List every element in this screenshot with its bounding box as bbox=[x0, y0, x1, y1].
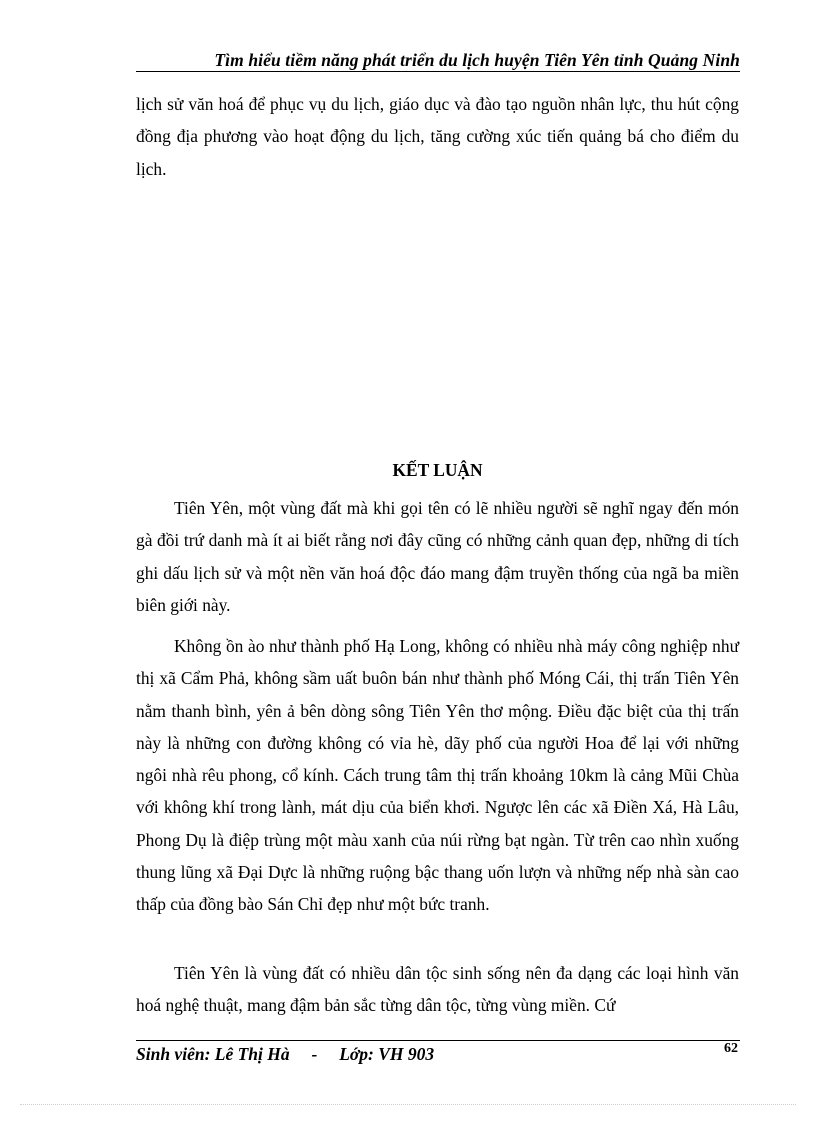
footer-student-info bbox=[136, 1044, 434, 1065]
running-header-title: Tìm hiểu tiềm năng phát triển du lịch huyện Tiên Yên tỉnh Quảng Ninh bbox=[214, 50, 740, 70]
body-paragraph-2: Không ồn ào như thành phố Hạ Long, không có nhiều nhà máy công nghiệp như thị xã Cẩm Phả, không sầm uất buôn bán như thành phố Móng Cái, thị trấn Tiên Yên nằm thanh bình, yên ả bên dòng sông Tiên Yên thơ mộng. Điều đặc biệt của thị trấn này là những con đường không có vỉa hè, dãy phố của người Hoa để lại với những ngôi nhà rêu phong, cổ kính. Cách trung tâm thị trấn khoảng 10km là cảng Mũi Chùa với không khí trong lành, mát dịu của biển khơi. Ngược lên các xã Điền Xá, Hà Lâu, Phong Dụ là điệp trùng một màu xanh của núi rừng bạt ngàn. Từ trên cao nhìn xuống thung lũng xã Đại Dực là những ruộng bậc thang uốn lượn và những nếp nhà sàn cao thấp của đồng bào Sán Chỉ đẹp như một bức tranh. bbox=[136, 636, 739, 915]
page-bottom-dotted-edge bbox=[20, 1104, 796, 1105]
footer-class-label: Lớp: VH 903 bbox=[339, 1044, 435, 1064]
footer-separator: - bbox=[311, 1044, 318, 1064]
body-paragraph-1: Tiên Yên, một vùng đất mà khi gọi tên có lẽ nhiều người sẽ nghĩ ngay đến món gà đồi trứ danh mà ít ai biết rằng nơi đây cũng có những cảnh quan đẹp, những di tích ghi dấu lịch sử và một nền văn hoá độc đáo mang đậm truyền thống của ngã ba miền biên giới này. bbox=[136, 498, 739, 615]
body-paragraph-3: Tiên Yên là vùng đất có nhiều dân tộc sinh sống nên đa dạng các loại hình văn hoá nghệ thuật, mang đậm bản sắc từng dân tộc, từng vùng miền. Cứ bbox=[136, 963, 739, 1016]
footer-rule bbox=[136, 1040, 740, 1041]
section-heading: KẾT LUẬN bbox=[392, 460, 483, 480]
header-rule bbox=[136, 71, 740, 72]
intro-paragraph: lịch sử văn hoá để phục vụ du lịch, giáo dục và đào tạo nguồn nhân lực, thu hút cộng đồng địa phương vào hoạt động du lịch, tăng cường xúc tiến quảng bá cho điểm du lịch. bbox=[136, 94, 739, 179]
footer-student-label: Sinh viên: Lê Thị Hà bbox=[136, 1044, 290, 1064]
page-number: 62 bbox=[724, 1041, 738, 1056]
